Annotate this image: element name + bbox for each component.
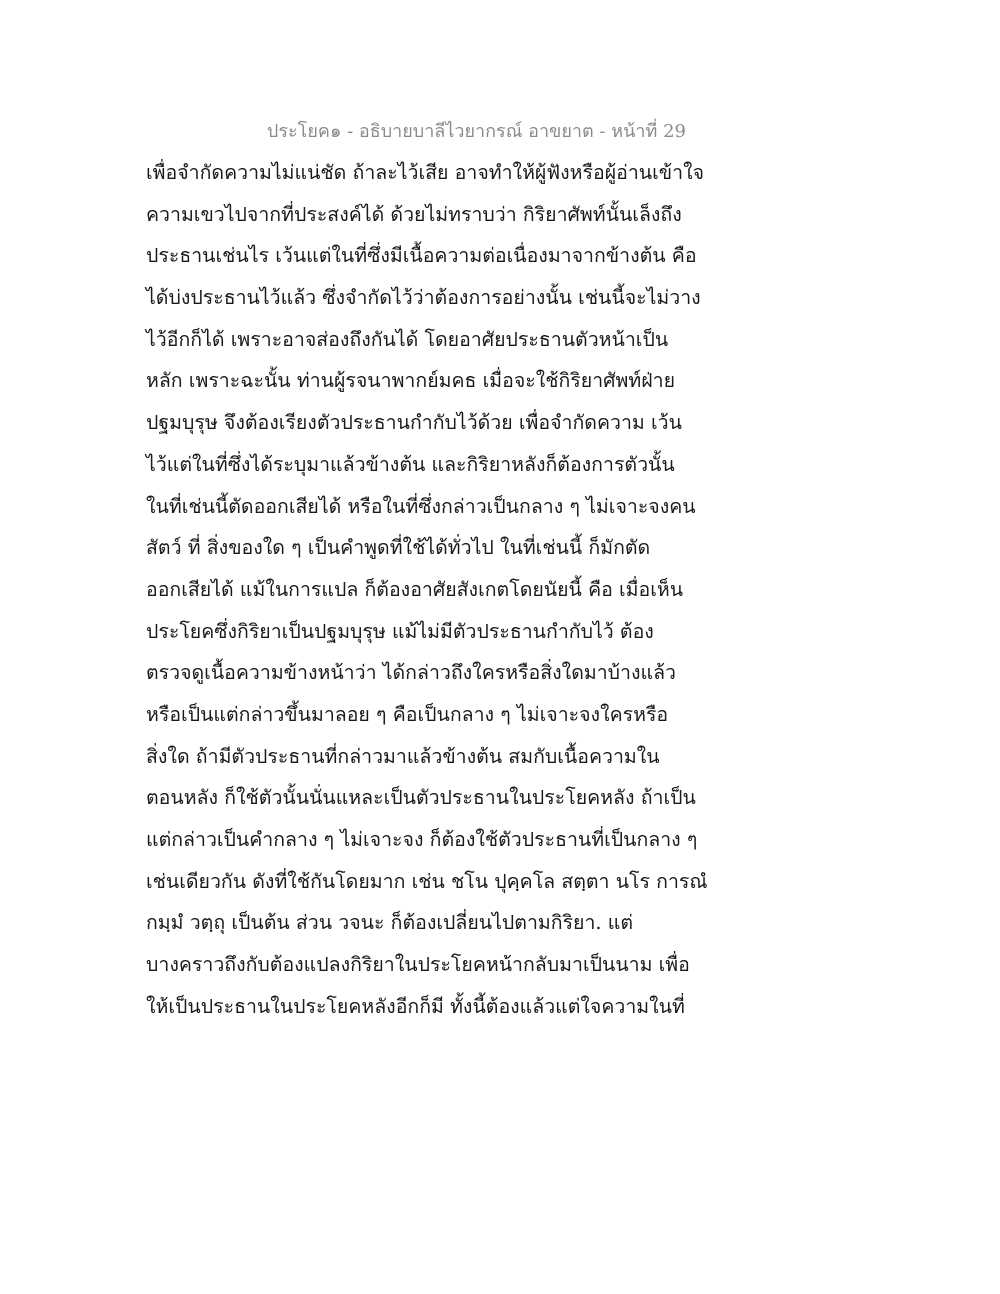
- body-line: หรือเป็นแต่กล่าวขึ้นมาลอย ๆ คือเป็นกลาง ๆ ไม่เจาะจงใครหรือ: [146, 702, 669, 726]
- body-paragraph: [146, 152, 706, 1027]
- body-line: ในที่เช่นนี้ตัดออกเสียได้ หรือในที่ซึ่งกล่าวเป็นกลาง ๆ ไม่เจาะจงคน: [146, 494, 696, 518]
- body-line: แต่กล่าวเป็นคำกลาง ๆ ไม่เจาะจง ก็ต้องใช้ตัวประธานที่เป็นกลาง ๆ: [146, 828, 698, 851]
- body-line: ปฐมบุรุษ จึงต้องเรียงตัวประธานกำกับไว้ด้วย เพื่อจำกัดความ เว้น: [146, 411, 682, 435]
- body-line: ให้เป็นประธานในประโยคหลังอีกก็มี ทั้งนี้ต้องแล้วแต่ใจความในที่: [146, 994, 685, 1018]
- body-line: ไว้อีกก็ได้ เพราะอาจส่องถึงกันได้ โดยอาศัยประธานตัวหน้าเป็น: [146, 327, 669, 351]
- body-line: กมฺมํ วตฺถุ เป็นต้น ส่วน วจนะ ก็ต้องเปลี่ยนไปตามกิริยา. แต่: [146, 911, 634, 935]
- running-header: ประโยค๑ - อธิบายบาลีไวยากรณ์ อาขยาต - หน้าที่ 29: [266, 121, 686, 142]
- body-line: ประธานเช่นไร เว้นแต่ในที่ซึ่งมีเนื้อความต่อเนื่องมาจากข้างต้น คือ: [146, 244, 697, 268]
- body-line: สิ่งใด ถ้ามีตัวประธานที่กล่าวมาแล้วข้างต้น สมกับเนื้อความใน: [146, 744, 660, 768]
- body-line: ไว้แต่ในที่ซึ่งได้ระบุมาแล้วข้างต้น และกิริยาหลังก็ต้องการตัวนั้น: [146, 452, 675, 476]
- body-line: เช่นเดียวกัน ดังที่ใช้กันโดยมาก เช่น ชโน ปุคฺคโล สตฺตา นโร การณํ: [146, 869, 708, 893]
- body-line: ตอนหลัง ก็ใช้ตัวนั้นนั่นแหละเป็นตัวประธานในประโยคหลัง ถ้าเป็น: [146, 786, 696, 810]
- body-line: หลัก เพราะฉะนั้น ท่านผู้รจนาพากย์มคธ เมื่อจะใช้กิริยาศัพท์ฝ่าย: [146, 369, 676, 393]
- body-line: ตรวจดูเนื้อความข้างหน้าว่า ได้กล่าวถึงใครหรือสิ่งใดมาบ้างแล้ว: [146, 661, 676, 685]
- body-line: ออกเสียได้ แม้ในการแปล ก็ต้องอาศัยสังเกตโดยนัยนี้ คือ เมื่อเห็น: [146, 577, 684, 601]
- body-line: ความเขวไปจากที่ประสงค์ได้ ด้วยไม่ทราบว่า กิริยาศัพท์นั้นเล็งถึง: [146, 202, 682, 226]
- body-line: ประโยคซึ่งกิริยาเป็นปฐมบุรุษ แม้ไม่มีตัวประธานกำกับไว้ ต้อง: [146, 619, 654, 643]
- body-line: บางคราวถึงกับต้องแปลงกิริยาในประโยคหน้ากลับมาเป็นนาม เพื่อ: [146, 953, 690, 977]
- body-line: เพื่อจำกัดความไม่แน่ชัด ถ้าละไว้เสีย อาจทำให้ผู้ฟังหรือผู้อ่านเข้าใจ: [146, 161, 705, 184]
- body-line: ได้บ่งประธานไว้แล้ว ซึ่งจำกัดไว้ว่าต้องการอย่างนั้น เช่นนี้จะไม่วาง: [146, 286, 701, 310]
- body-line: สัตว์ ที่ สิ่งของใด ๆ เป็นคำพูดที่ใช้ได้ทั่วไป ในที่เช่นนี้ ก็มักตัด: [146, 536, 651, 560]
